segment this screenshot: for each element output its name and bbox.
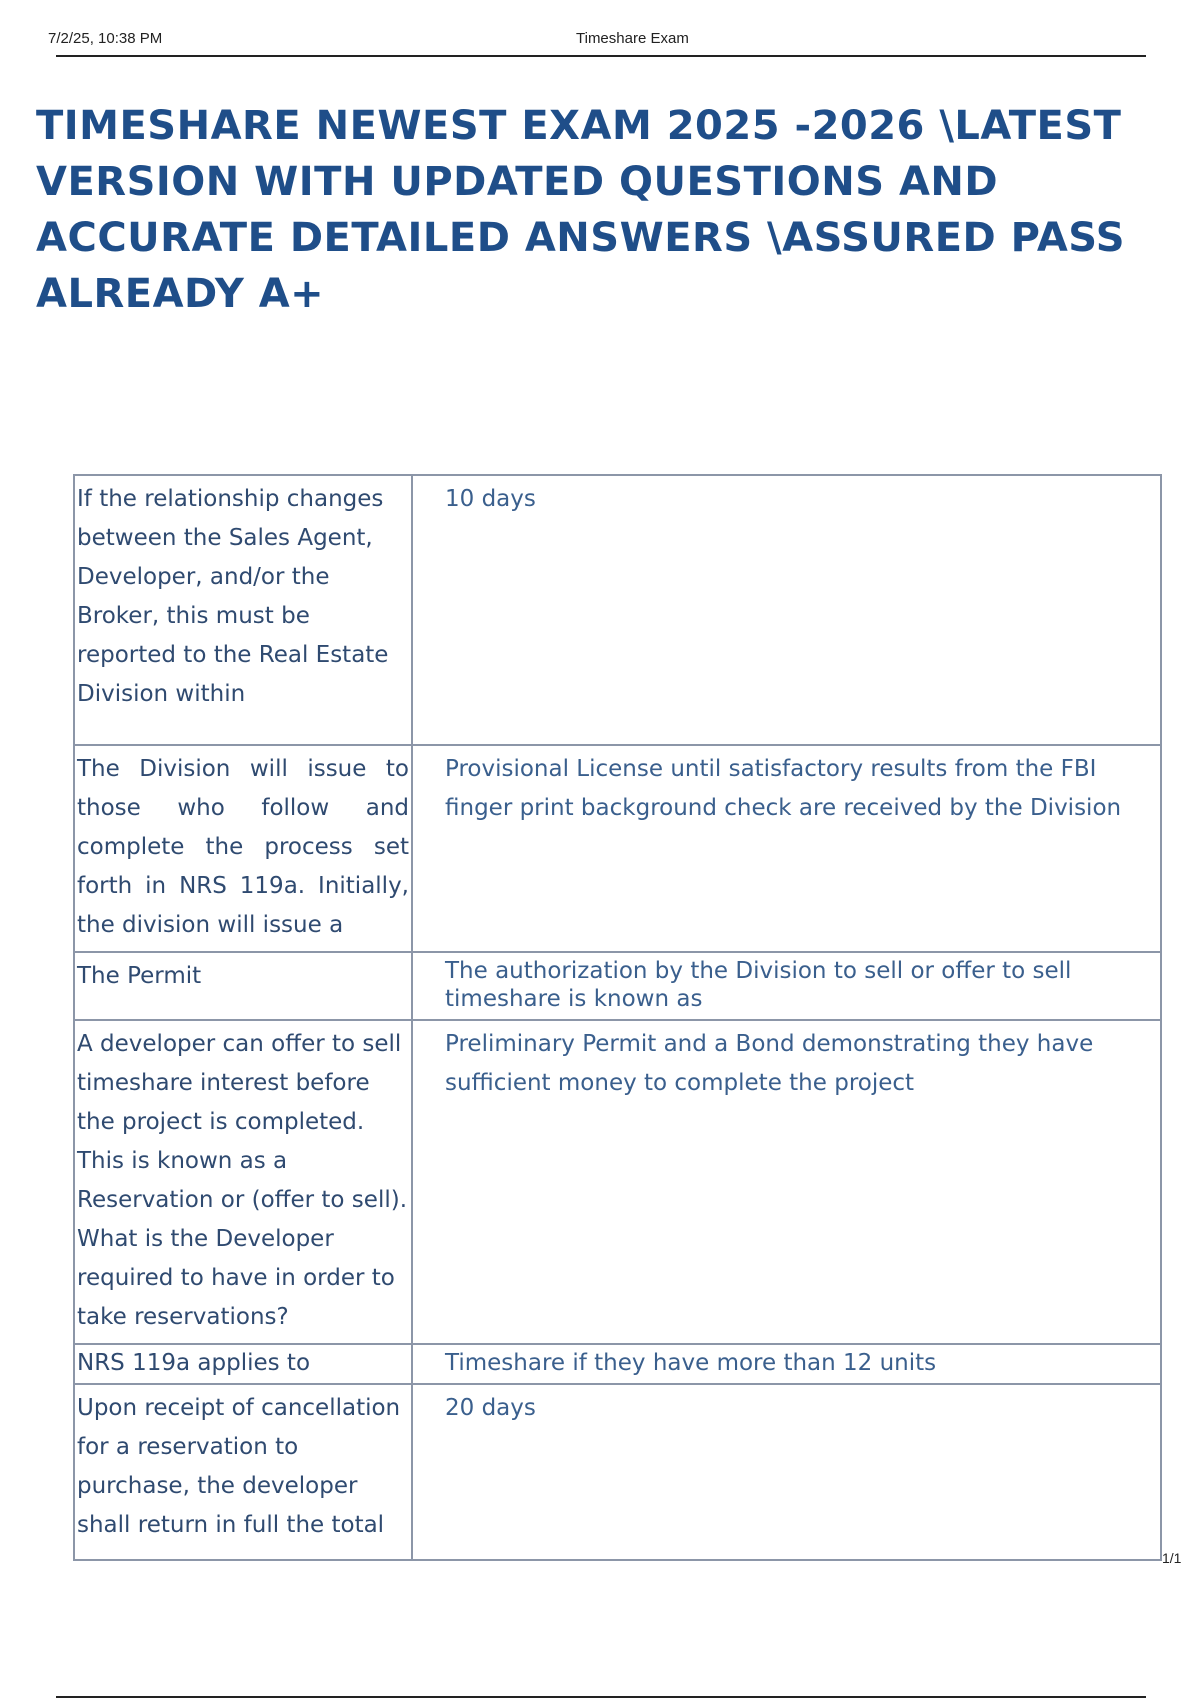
header-divider <box>56 55 1146 57</box>
document-title: TIMESHARE NEWEST EXAM 2025 -2026 \LATEST VERSION WITH UPDATED QUESTIONS AND ACCURATE DETAILED ANSWERS \ASSURED PASS ALREADY A+ <box>36 103 1126 317</box>
answer-cell: Provisional License until satisfactory results from the FBI finger print background check are received by the Division <box>412 745 1161 952</box>
table-row <box>74 1020 1161 1344</box>
table-row <box>74 475 1161 745</box>
question-cell: The Division will issue to those who follow and complete the process set forth in NRS 119a. Initially, the division will issue a <box>74 745 412 952</box>
question-cell: NRS 119a applies to <box>74 1344 412 1384</box>
table-row <box>74 1384 1161 1560</box>
page-number: 1/1 <box>1162 1550 1182 1566</box>
answer-cell: The authorization by the Division to sell or offer to sell timeshare is known as <box>412 952 1161 1020</box>
answer-cell: Timeshare if they have more than 12 units <box>412 1344 1161 1384</box>
print-datetime: 7/2/25, 10:38 PM <box>48 30 163 47</box>
question-cell: A developer can offer to sell timeshare interest before the project is completed. This is known as a Reservation or (offer to sell). What is the Developer required to have in order to take reservations? <box>74 1020 412 1344</box>
answer-cell: 20 days <box>412 1384 1161 1560</box>
table-row <box>74 952 1161 1020</box>
answer-cell: 10 days <box>412 475 1161 745</box>
question-cell: The Permit <box>74 952 412 1020</box>
print-header <box>48 28 1144 58</box>
table-row <box>74 745 1161 952</box>
answer-cell: Preliminary Permit and a Bond demonstrating they have sufficient money to complete the project <box>412 1020 1161 1344</box>
question-cell: If the relationship changes between the Sales Agent, Developer, and/or the Broker, this must be reported to the Real Estate Division within <box>74 475 412 745</box>
table-row <box>74 1344 1161 1384</box>
print-page-title: Timeshare Exam <box>576 30 689 47</box>
question-cell: Upon receipt of cancellation for a reservation to purchase, the developer shall return in full the total <box>74 1384 412 1560</box>
footer-divider <box>56 1696 1146 1698</box>
qa-table <box>73 474 1162 1561</box>
